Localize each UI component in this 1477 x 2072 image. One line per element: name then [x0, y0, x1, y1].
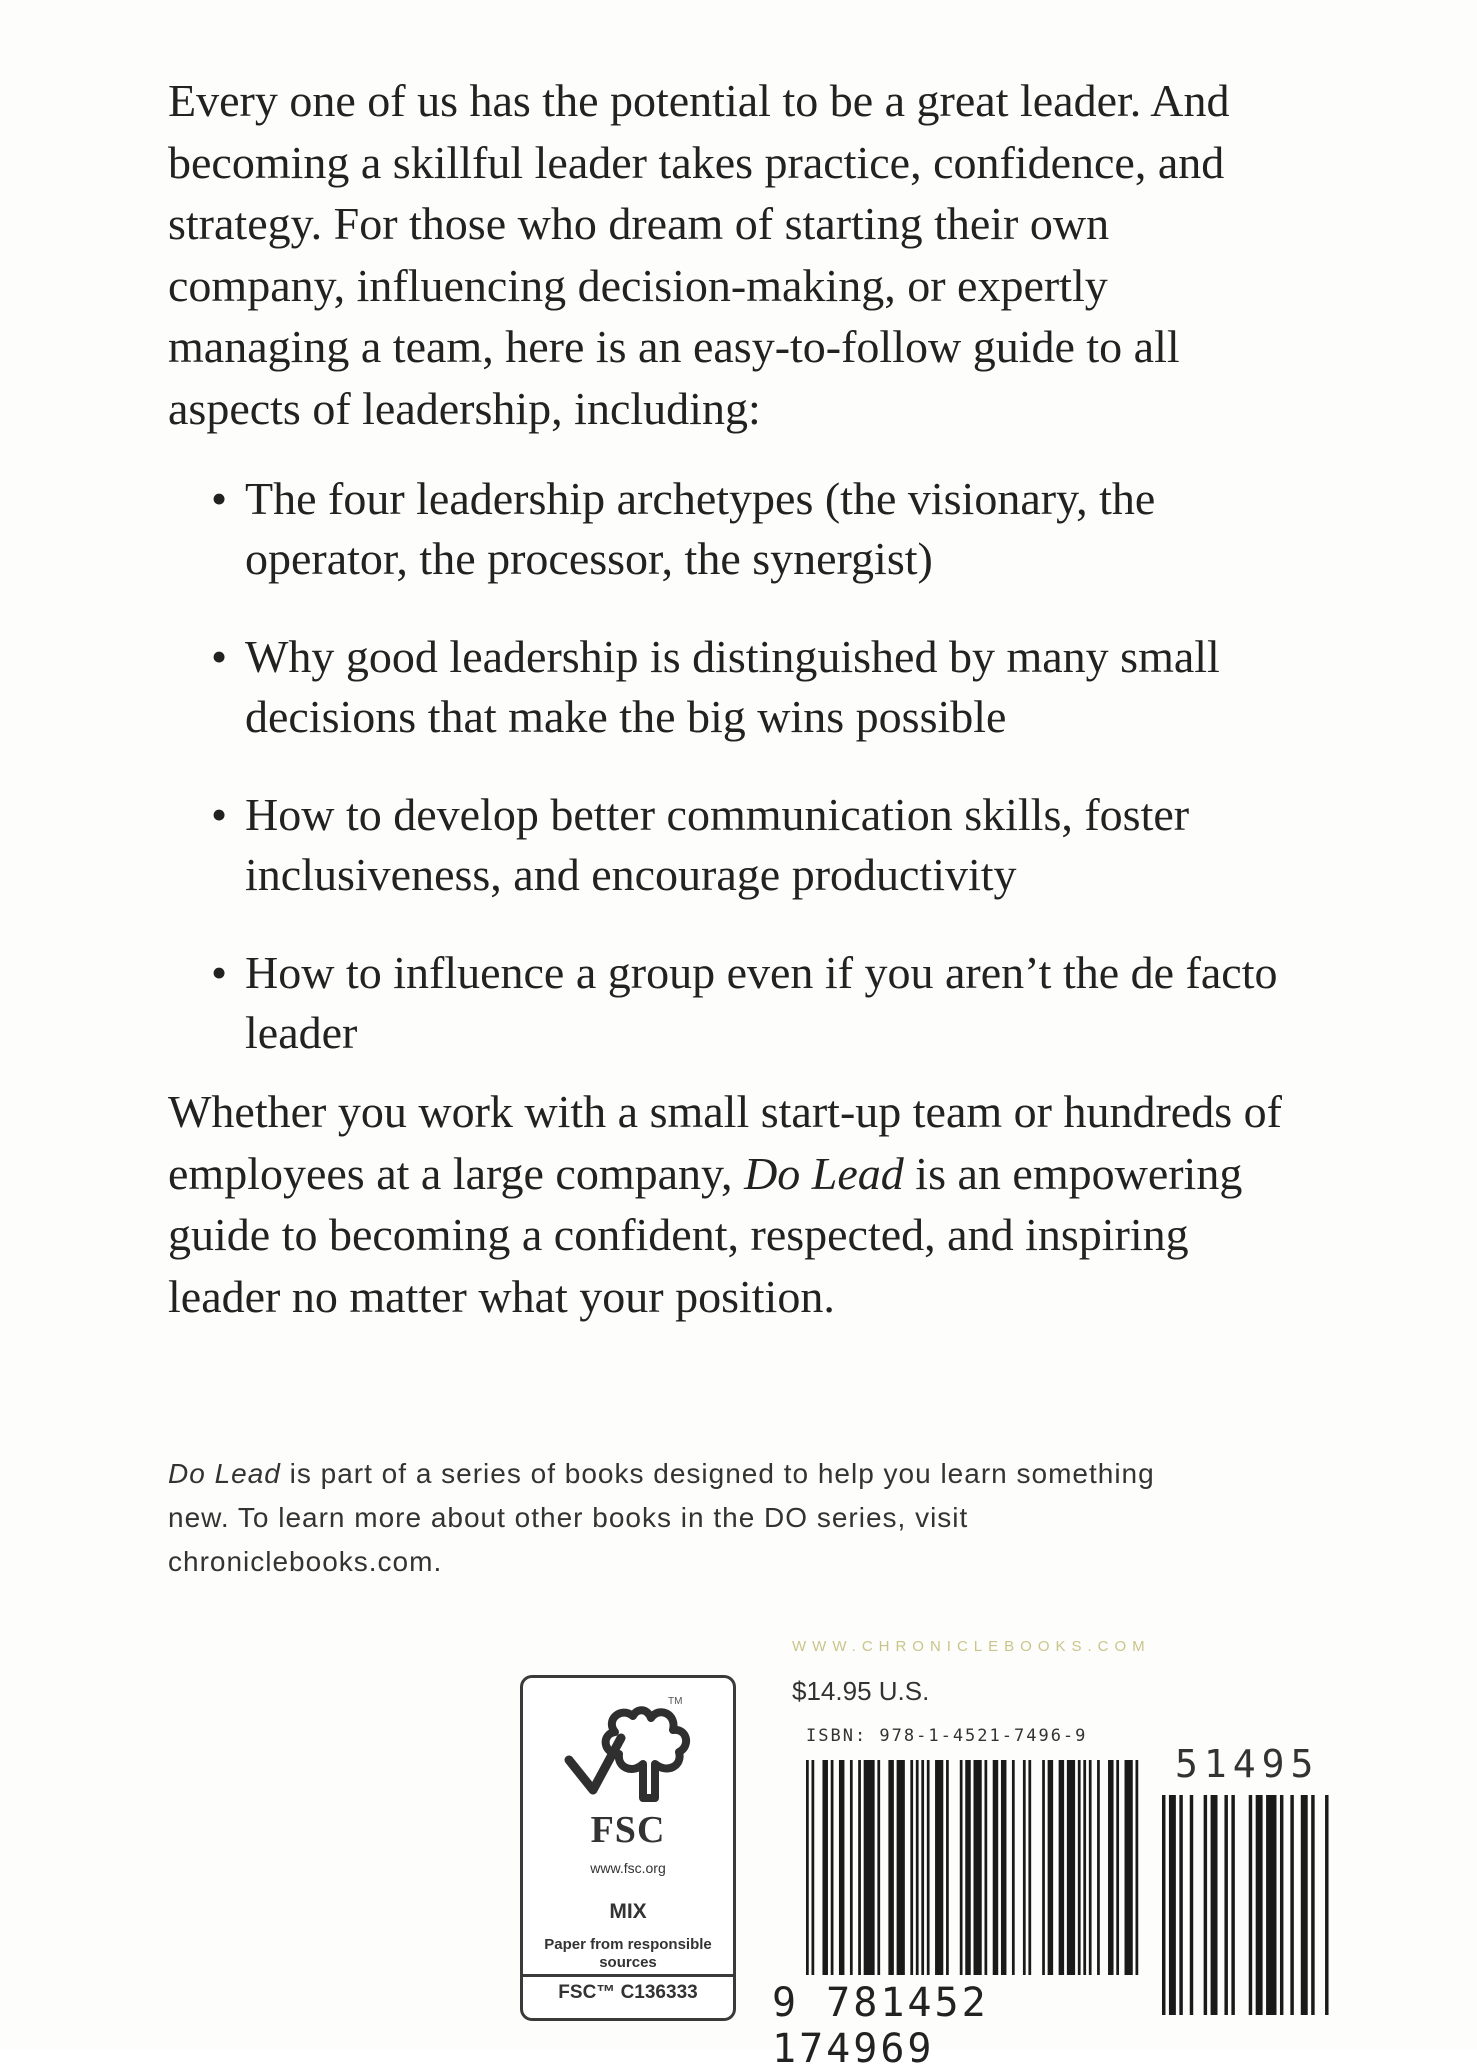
isbn-label: ISBN: 978-1-4521-7496-9 [806, 1726, 1088, 1746]
barcode-bar [888, 1760, 893, 1975]
barcode-bar [1311, 1795, 1314, 2015]
barcode-bar [974, 1760, 982, 1975]
feature-list [205, 469, 1295, 1101]
barcode-bar [1116, 1760, 1119, 1975]
barcode-bar [921, 1760, 924, 1975]
barcode-bar [1179, 1795, 1182, 2015]
barcode-bar [1136, 1760, 1139, 1975]
barcode-bar [1012, 1760, 1015, 1975]
barcode-bar [1042, 1760, 1045, 1975]
series-book-title: Do Lead [168, 1458, 281, 1489]
barcode-bar [946, 1760, 949, 1975]
price-addon-barcode [1162, 1795, 1332, 2015]
barcode-bar [1190, 1795, 1193, 2015]
barcode-bar [1211, 1795, 1218, 2015]
barcode-bar [1108, 1760, 1113, 1975]
barcode-bar [864, 1760, 875, 1975]
list-item-text: How to develop better communication skills, foster inclusiveness, and encourage productivity [245, 789, 1190, 900]
price-addon-digits: 51495 [1175, 1742, 1320, 1786]
closing-text-end: is an empowering guide to becoming a confident, respected, and inspiring leader no matter what your position. [168, 1147, 1243, 1322]
barcode-bar [1125, 1760, 1133, 1975]
fsc-tree-check-icon [563, 1698, 693, 1813]
barcode-bar [1224, 1795, 1227, 2015]
barcode-bar [1256, 1795, 1263, 2015]
fsc-wordmark: FSC [590, 1809, 666, 1851]
price-label: $14.95 U.S. [792, 1676, 930, 1706]
barcode-bar [910, 1760, 913, 1975]
barcode-bar [1301, 1795, 1308, 2015]
fsc-url: www.fsc.org [590, 1860, 666, 1876]
list-item-text: How to influence a group even if you aren’t the de facto leader [245, 947, 1278, 1058]
list-item [205, 469, 1295, 589]
list-item [205, 943, 1295, 1063]
isbn-barcode [806, 1760, 1141, 2008]
book-title: Do Lead [744, 1147, 904, 1199]
fsc-trademark: TM [668, 1696, 683, 1707]
barcode-bar [1249, 1795, 1252, 2015]
barcode-bar [1023, 1760, 1026, 1975]
barcode-bar [822, 1760, 827, 1975]
barcode-bar [927, 1760, 930, 1975]
barcode-digits: 9 781452 174969 [772, 1980, 989, 2072]
barcode-bar [1097, 1760, 1100, 1975]
fsc-paper-label: Paper from responsible sources [544, 1936, 712, 1971]
barcode-bar [1325, 1795, 1328, 2015]
closing-text-start: Whether you work with a small start-up team or hundreds of employees at a large company, [168, 1086, 1282, 1199]
list-item-text: Why good leadership is distinguished by many small decisions that make the big wins possible [245, 631, 1220, 742]
barcode-bar [1048, 1760, 1053, 1975]
barcode-bar [897, 1760, 905, 1975]
barcode-bar [916, 1760, 919, 1975]
barcode-bar [1028, 1760, 1031, 1975]
barcode-bar [806, 1760, 809, 1975]
list-item [205, 627, 1295, 747]
bullet-marker: • [211, 631, 228, 682]
closing-paragraph [168, 1081, 1288, 1327]
series-note [168, 1452, 1168, 1584]
barcode-bar [850, 1760, 853, 1975]
barcode-bar [1059, 1760, 1064, 1975]
barcode-bar [960, 1760, 963, 1975]
barcode-bar [1089, 1760, 1092, 1975]
barcode-bar [935, 1760, 943, 1975]
bullet-marker: • [211, 947, 228, 998]
bullet-marker: • [211, 789, 228, 840]
series-note-text: is part of a series of books designed to help you learn something new. To learn more about other books in the DO series, visit chroniclebooks.com. [168, 1458, 1155, 1577]
barcode-bar [1067, 1760, 1075, 1975]
barcode-bar [877, 1760, 880, 1975]
list-item [205, 785, 1295, 905]
fsc-mix-label: MIX [609, 1900, 647, 1923]
barcode-bar [1290, 1795, 1293, 2015]
bullet-marker: • [211, 473, 228, 524]
barcode-bar [1162, 1795, 1165, 2015]
barcode-bar [1266, 1795, 1276, 2015]
barcode-bar [993, 1760, 998, 1975]
fsc-license-code: FSC™ C136333 [558, 1982, 698, 2003]
barcode-bar [1001, 1760, 1006, 1975]
barcode-bar [1083, 1760, 1086, 1975]
list-item-text: The four leadership archetypes (the visionary, the operator, the processor, the synergist) [245, 473, 1156, 584]
barcode-bar [831, 1760, 834, 1975]
barcode-bar [1280, 1795, 1283, 2015]
barcode-bar [858, 1760, 861, 1975]
publisher-website: WWW.CHRONICLEBOOKS.COM [792, 1638, 1151, 1655]
barcode-bar [1204, 1795, 1207, 2015]
barcode-bar [1169, 1795, 1176, 2015]
barcode-bar [965, 1760, 970, 1975]
barcode-bar [1078, 1760, 1081, 1975]
fsc-divider [523, 1974, 733, 1977]
barcode-bar [811, 1760, 814, 1975]
barcode-bar [1231, 1795, 1234, 2015]
intro-paragraph: Every one of us has the potential to be a great leader. And becoming a skillful leader takes practice, confidence, and strategy. For those who dream of starting their own company, influencing decision-making, or expertly managing a team, here is an easy-to-follow guide to all aspects of leadership, including: [168, 75, 1230, 434]
barcode-bar [984, 1760, 987, 1975]
barcode-bar [839, 1760, 844, 1975]
fsc-certification-logo [520, 1675, 736, 2021]
